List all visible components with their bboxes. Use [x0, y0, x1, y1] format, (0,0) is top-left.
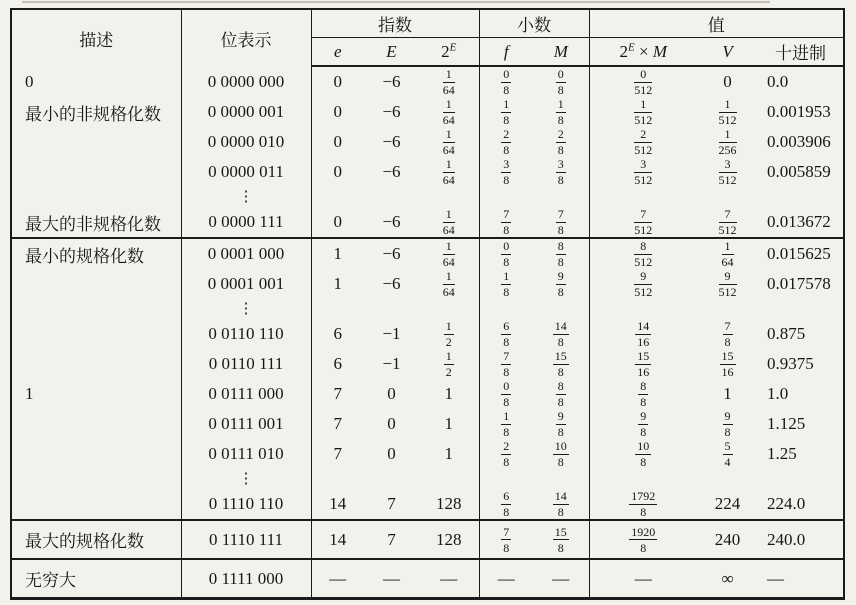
cell-E: −6	[382, 132, 401, 151]
cell-E: −1	[382, 324, 401, 343]
cell-V	[697, 157, 758, 187]
table-row-normalized	[11, 319, 844, 349]
cell-f	[479, 379, 533, 409]
cell-M	[533, 207, 589, 238]
cell-f	[479, 299, 533, 319]
cell-description	[11, 469, 181, 489]
scan-artifact-line	[22, 1, 770, 3]
cell-2E	[419, 349, 479, 379]
cell-E: 0	[387, 444, 396, 463]
cell-M	[533, 157, 589, 187]
fraction-value: $\frac{1}{64}$	[721, 239, 734, 269]
cell-bit-representation: 0 0001 000	[181, 238, 311, 269]
col-group-value: 值	[589, 9, 844, 38]
fraction-value: $\frac{9}{8}$	[640, 409, 647, 439]
cell-f	[479, 238, 533, 269]
cell-bit-representation: 0 0000 000	[181, 66, 311, 97]
cell-M	[533, 379, 589, 409]
cell-decimal: 0.005859	[767, 162, 831, 181]
cell-bit-representation: ⋮	[181, 187, 311, 207]
cell-bit-representation: 0 0001 001	[181, 269, 311, 299]
fraction-value: $\frac{1}{2}$	[445, 349, 452, 379]
cell-2E-x-M	[589, 379, 697, 409]
cell-e: 7	[311, 409, 364, 439]
cell-bit-representation: 0 0000 111	[181, 207, 311, 238]
cell-M	[533, 349, 589, 379]
cell-description: 最大的非规格化数	[25, 214, 161, 234]
cell-e: 6	[311, 349, 364, 379]
cell-2E-x-M	[589, 66, 697, 97]
cell-e: 14	[311, 520, 364, 559]
cell-2E	[419, 319, 479, 349]
col-header-description: 描述	[79, 30, 114, 50]
cell-M	[533, 97, 589, 127]
cell-E: 0	[387, 414, 396, 433]
cell-e: 0	[311, 127, 364, 157]
cell-2E	[419, 127, 479, 157]
fraction-value: $\frac{14}{8}$	[554, 489, 567, 519]
fraction-value: $\frac{8}{8}$	[557, 379, 564, 409]
cell-decimal: 0.015625	[758, 238, 844, 269]
cell-description: 无穷大	[11, 559, 181, 599]
cell-f	[479, 269, 533, 299]
cell-M	[533, 520, 589, 559]
cell-f	[479, 520, 533, 559]
cell-bit-representation: 0 1110 111	[181, 520, 311, 559]
fraction-value: $\frac{7}{8}$	[724, 319, 731, 349]
cell-decimal: —	[758, 559, 844, 599]
cell-V: 0	[723, 72, 732, 91]
fraction-value: $\frac{1}{64}$	[442, 67, 455, 97]
table-row-normalized	[11, 238, 844, 269]
cell-2E-x-M	[589, 489, 697, 520]
fraction-value: $\frac{0}{8}$	[503, 239, 510, 269]
cell-description	[11, 489, 181, 520]
table-row-zero-and-denormalized	[11, 66, 844, 97]
cell-bit-representation: 0 1110 110	[181, 489, 311, 520]
cell-V	[697, 207, 758, 238]
cell-M: —	[533, 559, 589, 599]
fraction-value: $\frac{1}{64}$	[442, 207, 455, 237]
cell-E: −1	[382, 354, 401, 373]
fraction-value: $\frac{1}{64}$	[442, 239, 455, 269]
fraction-value: $\frac{2}{512}$	[634, 127, 653, 157]
fraction-value: $\frac{7}{512}$	[718, 207, 737, 237]
col-group-fraction: 小数	[479, 9, 589, 38]
cell-E: −6	[364, 238, 419, 269]
cell-decimal: 0.0	[767, 72, 789, 91]
fraction-value: $\frac{15}{16}$	[637, 349, 650, 379]
cell-M	[533, 269, 589, 299]
cell-e: 14	[311, 489, 364, 520]
col-header-f: f	[479, 38, 533, 67]
fraction-value: $\frac{7}{8}$	[557, 207, 564, 237]
cell-e	[311, 469, 364, 489]
fraction-value: $\frac{1920}{8}$	[631, 524, 656, 555]
fraction-value: $\frac{14}{16}$	[637, 319, 650, 349]
cell-2E-x-M	[589, 469, 697, 489]
col-header-2E-x-M: $2^E \times M$	[589, 38, 697, 67]
cell-2E-x-M	[589, 439, 697, 469]
fraction-value: $\frac{3}{8}$	[557, 157, 564, 187]
cell-decimal: 224.0	[767, 494, 806, 513]
cell-bit-representation: 0 0111 001	[181, 409, 311, 439]
cell-2E: 1	[444, 444, 454, 463]
cell-bit-representation: 0 0000 011	[181, 157, 311, 187]
cell-description	[11, 299, 181, 319]
fraction-value: $\frac{1}{8}$	[503, 269, 510, 299]
fraction-value: $\frac{7}{8}$	[503, 524, 510, 555]
cell-f	[479, 409, 533, 439]
cell-M	[533, 319, 589, 349]
cell-e: 0	[311, 207, 364, 238]
fraction-value: $\frac{3}{512}$	[634, 157, 653, 187]
table-body	[11, 66, 844, 599]
cell-M	[533, 469, 589, 489]
table-row-infinity	[11, 559, 844, 599]
cell-E: −6	[382, 274, 401, 293]
cell-E: −6	[382, 102, 401, 121]
cell-V	[697, 299, 758, 319]
fraction-value: $\frac{1}{64}$	[442, 157, 455, 187]
cell-V	[697, 409, 758, 439]
fraction-value: $\frac{8}{8}$	[640, 379, 647, 409]
fraction-value: $\frac{0}{8}$	[503, 67, 510, 97]
cell-description: 最大的规格化数	[11, 520, 181, 559]
cell-M	[533, 127, 589, 157]
fraction-value: $\frac{1}{64}$	[442, 269, 455, 299]
col-header-e: e	[311, 38, 364, 67]
fraction-value: $\frac{3}{8}$	[503, 157, 510, 187]
fraction-value: $\frac{10}{8}$	[554, 439, 567, 469]
cell-description: 1	[25, 384, 34, 403]
table-header	[11, 9, 844, 66]
cell-2E	[419, 187, 479, 207]
cell-V	[697, 269, 758, 299]
fraction-value: $\frac{15}{8}$	[554, 349, 567, 379]
cell-f: —	[479, 559, 533, 599]
cell-V	[697, 97, 758, 127]
cell-E: 7	[364, 520, 419, 559]
fraction-value: $\frac{0}{8}$	[503, 379, 510, 409]
cell-description	[11, 127, 181, 157]
table-row-normalized	[11, 439, 844, 469]
fraction-value: $\frac{1}{256}$	[718, 127, 737, 157]
cell-decimal	[758, 187, 844, 207]
float-values-table	[10, 8, 845, 600]
cell-e: 7	[311, 379, 364, 409]
cell-bit-representation: 0 0110 111	[181, 349, 311, 379]
cell-bit-representation: 0 0110 110	[181, 319, 311, 349]
cell-decimal: 0.875	[767, 324, 806, 343]
fraction-value: $\frac{0}{512}$	[634, 67, 653, 97]
fraction-value: $\frac{6}{8}$	[503, 489, 510, 519]
cell-M	[533, 489, 589, 520]
cell-e	[311, 187, 364, 207]
fraction-value: $\frac{1}{2}$	[445, 319, 452, 349]
fraction-value: $\frac{3}{512}$	[718, 157, 737, 187]
cell-description: 最小的非规格化数	[25, 104, 161, 124]
cell-f	[479, 469, 533, 489]
fraction-value: $\frac{1}{8}$	[503, 409, 510, 439]
cell-2E	[419, 238, 479, 269]
cell-V	[697, 238, 758, 269]
cell-V	[697, 469, 758, 489]
fraction-value: $\frac{7}{8}$	[503, 349, 510, 379]
fraction-value: $\frac{2}{8}$	[503, 439, 510, 469]
fraction-value: $\frac{1}{512}$	[718, 97, 737, 127]
cell-decimal	[758, 299, 844, 319]
cell-e: 0	[311, 97, 364, 127]
cell-decimal: 0.003906	[767, 132, 831, 151]
fraction-value: $\frac{10}{8}$	[637, 439, 650, 469]
cell-2E: 128	[436, 494, 462, 513]
table-row-zero-and-denormalized	[11, 127, 844, 157]
cell-bit-representation: 0 0111 000	[181, 379, 311, 409]
cell-f	[479, 127, 533, 157]
table-row-normalized	[11, 379, 844, 409]
cell-2E-x-M	[589, 97, 697, 127]
cell-2E: —	[419, 559, 479, 599]
cell-M	[533, 66, 589, 97]
cell-2E-x-M	[589, 319, 697, 349]
cell-e: 1	[311, 238, 364, 269]
cell-E: 7	[387, 494, 396, 513]
fraction-value: $\frac{7}{8}$	[503, 207, 510, 237]
fraction-value: $\frac{5}{4}$	[724, 439, 731, 469]
cell-2E: 1	[444, 414, 454, 433]
cell-decimal: 1.0	[767, 384, 789, 403]
cell-V	[697, 319, 758, 349]
fraction-value: $\frac{2}{8}$	[557, 127, 564, 157]
cell-2E-x-M	[589, 238, 697, 269]
cell-V	[697, 439, 758, 469]
cell-description: 0	[25, 71, 34, 91]
cell-description	[11, 269, 181, 299]
cell-E: 0	[387, 384, 396, 403]
ellipsis-row	[11, 469, 844, 489]
fraction-value: $\frac{1}{64}$	[442, 97, 455, 127]
col-header-E: E	[364, 38, 419, 67]
cell-decimal: 240.0	[758, 520, 844, 559]
table-row-zero-and-denormalized	[11, 157, 844, 187]
cell-2E	[419, 269, 479, 299]
cell-decimal: 0.001953	[767, 102, 831, 121]
cell-V: ∞	[697, 559, 758, 599]
cell-V	[697, 127, 758, 157]
cell-2E-x-M	[589, 207, 697, 238]
cell-decimal: 0.013672	[767, 212, 831, 231]
cell-description	[11, 439, 181, 469]
fraction-value: $\frac{6}{8}$	[503, 319, 510, 349]
fraction-value: $\frac{7}{512}$	[634, 207, 653, 237]
table-row-normalized	[11, 349, 844, 379]
cell-bit-representation: 0 0000 010	[181, 127, 311, 157]
cell-M	[533, 439, 589, 469]
cell-E	[364, 299, 419, 319]
fraction-value: $\frac{9}{8}$	[724, 409, 731, 439]
fraction-value: $\frac{0}{8}$	[557, 67, 564, 97]
cell-E: −6	[382, 162, 401, 181]
cell-f	[479, 66, 533, 97]
cell-2E	[419, 299, 479, 319]
col-header-V: V	[697, 38, 758, 67]
cell-2E-x-M: —	[589, 559, 697, 599]
cell-2E	[419, 157, 479, 187]
cell-2E-x-M	[589, 269, 697, 299]
cell-description	[11, 409, 181, 439]
cell-V: 240	[697, 520, 758, 559]
cell-2E-x-M	[589, 127, 697, 157]
cell-decimal	[758, 469, 844, 489]
ellipsis-row	[11, 187, 844, 207]
cell-f	[479, 349, 533, 379]
cell-description	[11, 349, 181, 379]
cell-V	[697, 187, 758, 207]
cell-2E-x-M	[589, 187, 697, 207]
cell-description	[11, 187, 181, 207]
ellipsis-row	[11, 299, 844, 319]
cell-decimal: 0.9375	[767, 354, 814, 373]
header-group-row	[11, 9, 844, 38]
table-row-normalized	[11, 409, 844, 439]
table-row-normalized	[11, 489, 844, 520]
cell-e: 0	[311, 66, 364, 97]
fraction-value: $\frac{15}{8}$	[554, 524, 567, 555]
cell-E: −6	[382, 212, 401, 231]
cell-description: 最小的规格化数	[11, 238, 181, 269]
cell-f	[479, 207, 533, 238]
cell-2E-x-M	[589, 299, 697, 319]
cell-2E-x-M	[589, 157, 697, 187]
col-group-exponent: 指数	[311, 9, 479, 38]
cell-E: −6	[382, 72, 401, 91]
fraction-value: $\frac{1}{8}$	[557, 97, 564, 127]
cell-2E-x-M	[589, 409, 697, 439]
cell-E: —	[364, 559, 419, 599]
cell-e: 6	[311, 319, 364, 349]
cell-2E	[419, 97, 479, 127]
cell-e: 7	[311, 439, 364, 469]
cell-V: 1	[723, 384, 732, 403]
cell-description	[11, 319, 181, 349]
cell-2E	[419, 66, 479, 97]
cell-e: 1	[311, 269, 364, 299]
col-header-2E: $2^E$	[419, 38, 479, 67]
cell-M	[533, 409, 589, 439]
cell-bit-representation: ⋮	[181, 299, 311, 319]
fraction-value: $\frac{15}{16}$	[721, 349, 734, 379]
cell-bit-representation: 0 1111 000	[181, 559, 311, 599]
cell-decimal: 0.017578	[767, 274, 831, 293]
fraction-value: $\frac{9}{512}$	[718, 269, 737, 299]
cell-f	[479, 157, 533, 187]
cell-2E-x-M	[589, 520, 697, 559]
cell-description	[11, 157, 181, 187]
fraction-value: $\frac{1}{512}$	[634, 97, 653, 127]
table-row-largest-normalized	[11, 520, 844, 559]
cell-decimal: 1.125	[767, 414, 806, 433]
col-header-M: M	[533, 38, 589, 67]
fraction-value: $\frac{8}{8}$	[557, 239, 564, 269]
fraction-value: $\frac{1}{64}$	[442, 127, 455, 157]
cell-f	[479, 439, 533, 469]
fraction-value: $\frac{8}{512}$	[634, 239, 653, 269]
cell-e: —	[311, 559, 364, 599]
table-row-normalized	[11, 269, 844, 299]
cell-M	[533, 238, 589, 269]
cell-f	[479, 97, 533, 127]
fraction-value: $\frac{9}{512}$	[634, 269, 653, 299]
fraction-value: $\frac{1792}{8}$	[631, 489, 656, 519]
cell-bit-representation: ⋮	[181, 469, 311, 489]
cell-2E	[419, 207, 479, 238]
cell-f	[479, 187, 533, 207]
cell-2E	[419, 469, 479, 489]
cell-E	[364, 187, 419, 207]
cell-bit-representation: 0 0000 001	[181, 97, 311, 127]
cell-decimal: 1.25	[767, 444, 797, 463]
cell-2E: 1	[444, 384, 454, 403]
fraction-value: $\frac{9}{8}$	[557, 269, 564, 299]
cell-2E-x-M	[589, 349, 697, 379]
cell-e	[311, 299, 364, 319]
cell-bit-representation: 0 0111 010	[181, 439, 311, 469]
cell-V	[697, 349, 758, 379]
cell-2E: 128	[419, 520, 479, 559]
cell-M	[533, 299, 589, 319]
cell-f	[479, 489, 533, 520]
cell-e: 0	[311, 157, 364, 187]
table-row-zero-and-denormalized	[11, 207, 844, 238]
cell-f	[479, 319, 533, 349]
cell-V: 224	[714, 494, 741, 513]
table-row-zero-and-denormalized	[11, 97, 844, 127]
cell-M	[533, 187, 589, 207]
fraction-value: $\frac{14}{8}$	[554, 319, 567, 349]
fraction-value: $\frac{2}{8}$	[503, 127, 510, 157]
fraction-value: $\frac{9}{8}$	[557, 409, 564, 439]
col-header-decimal: 十进制	[758, 38, 844, 67]
cell-E	[364, 469, 419, 489]
fraction-value: $\frac{1}{8}$	[503, 97, 510, 127]
col-header-bit-representation: 位表示	[181, 9, 311, 66]
